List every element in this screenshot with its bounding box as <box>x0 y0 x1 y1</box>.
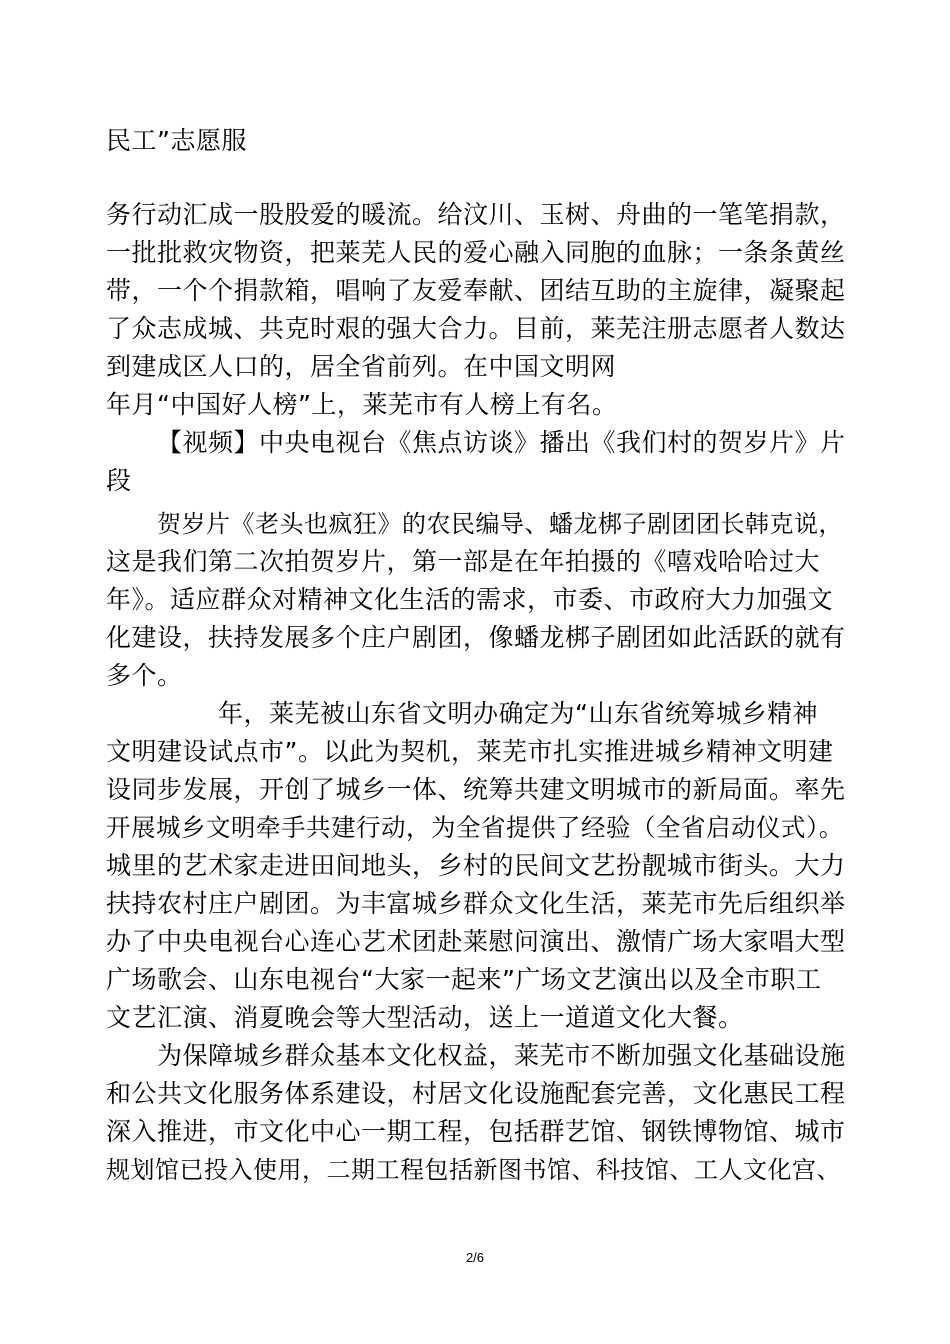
text-line: 贺岁片《老头也疯狂》的农民编导、蟠龙梆子剧团团长韩克说， <box>157 510 843 538</box>
text-line: 为保障城乡群众基本文化权益，莱芜市不断加强文化基础设施 <box>157 1041 846 1070</box>
text-line: 文明建设试点市”。以此为契机，莱芜市扎实推进城乡精神文明建 <box>106 737 834 766</box>
text-line: 【视频】中央电视台《焦点访谈》播出《我们村的贺岁片》片 <box>157 428 846 457</box>
text-line: 这是我们第二次拍贺岁片，第一部是在年拍摄的《嘻戏哈哈过大 <box>106 547 821 576</box>
text-line: 设同步发展，开创了城乡一体、统筹共建文明城市的新局面。率先 <box>106 775 846 804</box>
text-line: 和公共文化服务体系建设，村居文化设施配套完善，文化惠民工程 <box>106 1079 846 1108</box>
text-line: 段 <box>106 466 132 495</box>
text-line: 办了中央电视台心连心艺术团赴莱慰问演出、激情广场大家唱大型 <box>106 927 846 956</box>
text-line: 了众志成城、共克时艰的强大合力。目前，莱芜注册志愿者人数达 <box>106 314 846 343</box>
text-line: 文艺汇演、消夏晚会等大型活动，送上一道道文化大餐。 <box>106 1003 744 1032</box>
text-line: 年》。适应群众对精神文化生活的需求，市委、市政府大力加强文 <box>106 585 834 614</box>
text-line: 扶持农村庄户剧团。为丰富城乡群众文化生活，莱芜市先后组织举 <box>106 889 846 918</box>
text-line: 广场歌会、山东电视台“大家一起来”广场文艺演出以及全市职工 <box>106 965 822 994</box>
text-line: 深入推进，市文化中心一期工程，包括群艺馆、钢铁博物馆、城市 <box>106 1117 846 1146</box>
text-line: 开展城乡文明牵手共建行动，为全省提供了经验（全省启动仪式）。 <box>106 813 844 842</box>
text-line: 城里的艺术家走进田间地头，乡村的民间文艺扮靓城市街头。大力 <box>106 851 846 880</box>
text-line: 规划馆已投入使用，二期工程包括新图书馆、科技馆、工人文化宫、 <box>106 1156 841 1184</box>
text-line: 带，一个个捐款箱，唱响了友爱奉献、团结互助的主旋律，凝聚起 <box>106 276 846 305</box>
text-line: 年月“中国好人榜”上，莱芜市有人榜上有名。 <box>106 390 618 419</box>
text-line: 多个。 <box>106 661 183 690</box>
text-line: 化建设，扶持发展多个庄户剧团，像蟠龙梆子剧团如此活跃的就有 <box>106 623 846 652</box>
text-line: 务行动汇成一股股爱的暖流。给汶川、玉树、舟曲的一笔笔捐款， <box>106 200 846 229</box>
text-line: 一批批救灾物资，把莱芜人民的爱心融入同胞的血脉；一条条黄丝 <box>106 238 846 267</box>
page-number: 2/6 <box>465 1250 485 1265</box>
text-line: 民工”志愿服 <box>106 126 247 155</box>
text-line: 年，莱芜被山东省文明办确定为“山东省统筹城乡精神 <box>218 699 818 728</box>
text-line: 到建成区人口的，居全省前列。在中国文明网 <box>106 352 617 381</box>
